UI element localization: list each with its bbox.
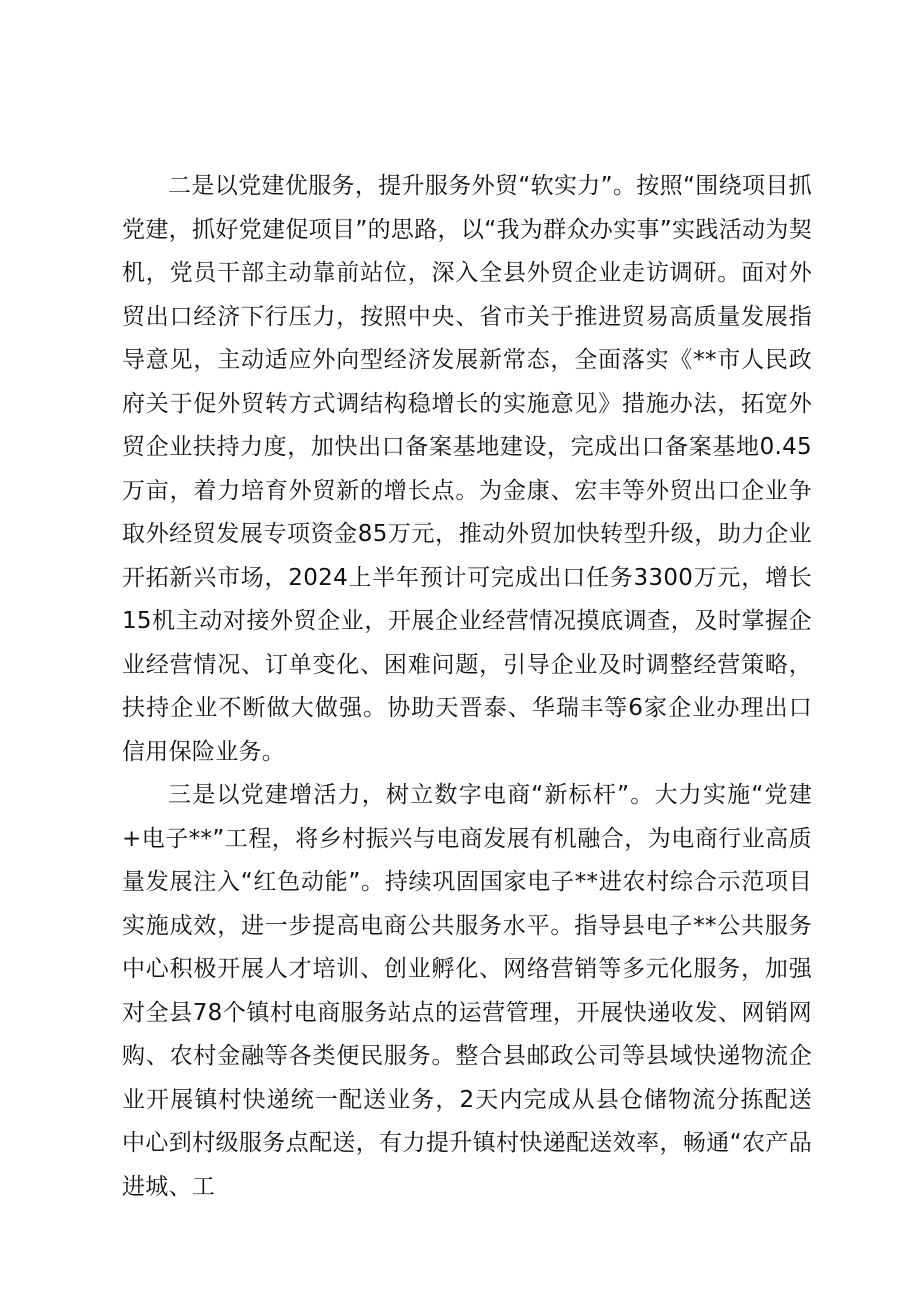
document-page <box>122 165 812 1209</box>
paragraph-digital-ecommerce: 三是以党建增活力，树立数字电商“新标杆”。大力实施“党建+电子**”工程，将乡村振兴与电商发展有机融合，为电商行业高质量发展注入“红色动能”。持续巩固国家电子**进农村综合示范项目实施成效，进一步提高电商公共服务水平。指导县电子**公共服务中心积极开展人才培训、创业孵化、网络营销等多元化服务，加强对全县78个镇村电商服务站点的运营管理，开展快递收发、网销网购、农村金融等各类便民服务。整合县邮政公司等县域快递物流企业开展镇村快递统一配送业务，2天内完成从县仓储物流分拣配送中心到村级服务点配送，有力提升镇村快递配送效率，畅通“农产品进城、工 <box>122 782 812 1200</box>
paragraph-party-building-services: 二是以党建优服务，提升服务外贸“软实力”。按照“围绕项目抓党建，抓好党建促项目”的思路，以“我为群众办实事”实践活动为契机，党员干部主动靠前站位，深入全县外贸企业走访调研。面对外贸出口经济下行压力，按照中央、省市关于推进贸易高质量发展指导意见，主动适应外向型经济发展新常态，全面落实《**市人民政府关于促外贸转方式调结构稳增长的实施意见》措施办法，拓宽外贸企业扶持力度，加快出口备案基地建设，完成出口备案基地0.45万亩，着力培育外贸新的增长点。为金康、宏丰等外贸出口企业争取外经贸发展专项资金85万元，推动外贸加快转型升级，助力企业开拓新兴市场，2024上半年预计可完成出口任务3300万元，增长15机主动对接外贸企业，开展企业经营情况摸底调查，及时掌握企业经营情况、订单变化、困难问题，引导企业及时调整经营策略，扶持企业不断做大做强。协助天晋泰、华瑞丰等6家企业办理出口信用保险业务。 <box>122 173 812 765</box>
